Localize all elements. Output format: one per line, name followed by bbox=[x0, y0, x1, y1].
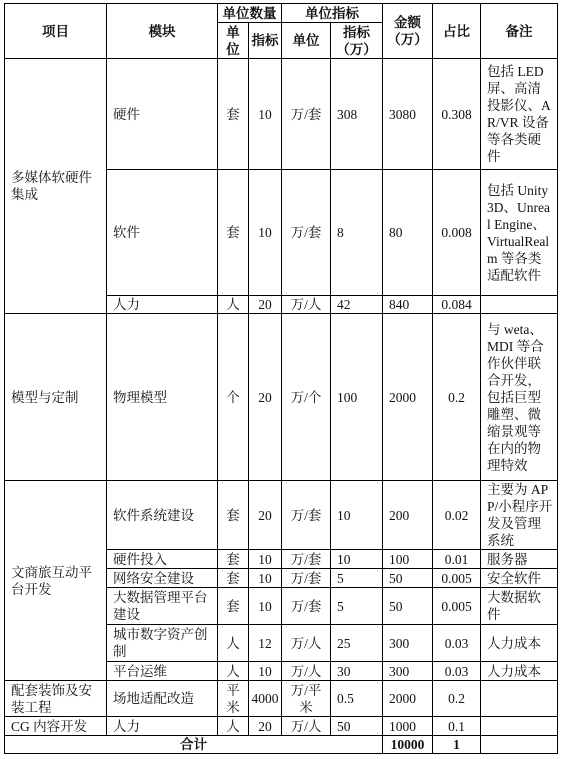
item-cell: 配套装饰及安装工程 bbox=[5, 681, 107, 717]
index-unit-cell: 万/套 bbox=[282, 59, 331, 170]
unit-cell: 平米 bbox=[218, 681, 249, 717]
unit-cell: 个 bbox=[218, 314, 249, 481]
index-value-cell: 8 bbox=[331, 170, 383, 296]
ratio-cell: 0.308 bbox=[433, 59, 481, 170]
index-unit-cell: 万/套 bbox=[282, 550, 331, 569]
index-unit-cell: 万/套 bbox=[282, 588, 331, 625]
index-value-cell: 308 bbox=[331, 59, 383, 170]
header-unit: 单位 bbox=[218, 23, 249, 59]
module-cell: 物理模型 bbox=[107, 314, 218, 481]
amount-cell: 50 bbox=[383, 588, 433, 625]
amount-cell: 300 bbox=[383, 625, 433, 662]
ratio-cell: 0.1 bbox=[433, 717, 481, 736]
note-cell: 服务器 bbox=[481, 550, 558, 569]
unit-cell: 套 bbox=[218, 550, 249, 569]
amount-cell: 2000 bbox=[383, 681, 433, 717]
ratio-cell: 0.01 bbox=[433, 550, 481, 569]
qty-cell: 20 bbox=[249, 481, 282, 550]
amount-cell: 100 bbox=[383, 550, 433, 569]
qty-cell: 20 bbox=[249, 296, 282, 314]
amount-cell: 80 bbox=[383, 170, 433, 296]
total-amount: 10000 bbox=[383, 736, 433, 754]
ratio-cell: 0.03 bbox=[433, 625, 481, 662]
note-cell bbox=[481, 681, 558, 717]
index-value-cell: 100 bbox=[331, 314, 383, 481]
qty-cell: 4000 bbox=[249, 681, 282, 717]
table-row bbox=[5, 59, 558, 170]
ratio-cell: 0.2 bbox=[433, 681, 481, 717]
ratio-cell: 0.02 bbox=[433, 481, 481, 550]
module-cell: 人力 bbox=[107, 717, 218, 736]
table-row bbox=[5, 717, 558, 736]
index-unit-cell: 万/套 bbox=[282, 481, 331, 550]
item-cell: CG 内容开发 bbox=[5, 717, 107, 736]
item-cell: 多媒体软硬件集成 bbox=[5, 59, 107, 314]
qty-cell: 10 bbox=[249, 588, 282, 625]
note-cell: 与 weta、MDI 等合作伙伴联合开发，包括巨型雕塑、微缩景观等在内的物理特效 bbox=[481, 314, 558, 481]
index-unit-cell: 万/平米 bbox=[282, 681, 331, 717]
table-row bbox=[5, 681, 558, 717]
module-cell: 软件系统建设 bbox=[107, 481, 218, 550]
qty-cell: 10 bbox=[249, 662, 282, 681]
amount-cell: 50 bbox=[383, 569, 433, 588]
module-cell: 硬件投入 bbox=[107, 550, 218, 569]
unit-cell: 人 bbox=[218, 662, 249, 681]
index-value-cell: 5 bbox=[331, 569, 383, 588]
ratio-cell: 0.03 bbox=[433, 662, 481, 681]
note-cell: 包括 Unity3D、Unreal Engine、VirtualRealm 等各类适配软件 bbox=[481, 170, 558, 296]
header-index-wan: 指标（万） bbox=[331, 23, 383, 59]
header-item: 项目 bbox=[5, 4, 107, 59]
header-ratio: 占比 bbox=[433, 4, 481, 59]
total-ratio: 1 bbox=[433, 736, 481, 754]
note-cell: 大数据软件 bbox=[481, 588, 558, 625]
unit-cell: 套 bbox=[218, 481, 249, 550]
amount-cell: 3080 bbox=[383, 59, 433, 170]
index-value-cell: 10 bbox=[331, 481, 383, 550]
qty-cell: 20 bbox=[249, 717, 282, 736]
index-value-cell: 10 bbox=[331, 550, 383, 569]
module-cell: 软件 bbox=[107, 170, 218, 296]
index-value-cell: 50 bbox=[331, 717, 383, 736]
ratio-cell: 0.084 bbox=[433, 296, 481, 314]
qty-cell: 10 bbox=[249, 59, 282, 170]
index-unit-cell: 万/人 bbox=[282, 625, 331, 662]
qty-cell: 20 bbox=[249, 314, 282, 481]
unit-cell: 套 bbox=[218, 170, 249, 296]
qty-cell: 10 bbox=[249, 569, 282, 588]
unit-cell: 人 bbox=[218, 625, 249, 662]
index-value-cell: 5 bbox=[331, 588, 383, 625]
index-unit-cell: 万/人 bbox=[282, 662, 331, 681]
note-cell: 主要为 APP/小程序开发及管理系统 bbox=[481, 481, 558, 550]
table-row bbox=[5, 314, 558, 481]
unit-cell: 人 bbox=[218, 717, 249, 736]
module-cell: 网络安全建设 bbox=[107, 569, 218, 588]
ratio-cell: 0.008 bbox=[433, 170, 481, 296]
index-unit-cell: 万/人 bbox=[282, 717, 331, 736]
note-cell bbox=[481, 717, 558, 736]
note-cell: 人力成本 bbox=[481, 625, 558, 662]
unit-cell: 套 bbox=[218, 588, 249, 625]
unit-cell: 套 bbox=[218, 59, 249, 170]
amount-cell: 1000 bbox=[383, 717, 433, 736]
note-cell bbox=[481, 296, 558, 314]
header-module: 模块 bbox=[107, 4, 218, 59]
index-value-cell: 30 bbox=[331, 662, 383, 681]
qty-cell: 10 bbox=[249, 550, 282, 569]
header-unit2: 单位 bbox=[282, 23, 331, 59]
note-cell: 包括 LED 屏、高清投影仪、AR/VR 设备等各类硬件 bbox=[481, 59, 558, 170]
total-row bbox=[5, 736, 558, 754]
header-row-1 bbox=[5, 4, 558, 23]
total-label: 合计 bbox=[5, 736, 383, 754]
module-cell: 大数据管理平台建设 bbox=[107, 588, 218, 625]
module-cell: 城市数字资产创制 bbox=[107, 625, 218, 662]
ratio-cell: 0.2 bbox=[433, 314, 481, 481]
ratio-cell: 0.005 bbox=[433, 588, 481, 625]
table-body bbox=[5, 59, 558, 754]
table-row bbox=[5, 481, 558, 550]
amount-cell: 300 bbox=[383, 662, 433, 681]
index-unit-cell: 万/套 bbox=[282, 170, 331, 296]
amount-cell: 840 bbox=[383, 296, 433, 314]
note-cell: 安全软件 bbox=[481, 569, 558, 588]
index-unit-cell: 万/个 bbox=[282, 314, 331, 481]
module-cell: 硬件 bbox=[107, 59, 218, 170]
header-unit-index: 单位指标 bbox=[282, 4, 383, 23]
index-value-cell: 0.5 bbox=[331, 681, 383, 717]
module-cell: 平台运维 bbox=[107, 662, 218, 681]
module-cell: 人力 bbox=[107, 296, 218, 314]
module-cell: 场地适配改造 bbox=[107, 681, 218, 717]
budget-table bbox=[4, 3, 558, 754]
index-unit-cell: 万/人 bbox=[282, 296, 331, 314]
header-amount: 金额（万） bbox=[383, 4, 433, 59]
item-cell: 模型与定制 bbox=[5, 314, 107, 481]
qty-cell: 12 bbox=[249, 625, 282, 662]
unit-cell: 人 bbox=[218, 296, 249, 314]
ratio-cell: 0.005 bbox=[433, 569, 481, 588]
index-unit-cell: 万/套 bbox=[282, 569, 331, 588]
header-index: 指标 bbox=[249, 23, 282, 59]
amount-cell: 2000 bbox=[383, 314, 433, 481]
header-unit-qty: 单位数量 bbox=[218, 4, 282, 23]
index-value-cell: 42 bbox=[331, 296, 383, 314]
qty-cell: 10 bbox=[249, 170, 282, 296]
note-cell: 人力成本 bbox=[481, 662, 558, 681]
amount-cell: 200 bbox=[383, 481, 433, 550]
header-note: 备注 bbox=[481, 4, 558, 59]
unit-cell: 套 bbox=[218, 569, 249, 588]
index-value-cell: 25 bbox=[331, 625, 383, 662]
total-note-cell bbox=[481, 736, 558, 754]
item-cell: 文商旅互动平台开发 bbox=[5, 481, 107, 681]
